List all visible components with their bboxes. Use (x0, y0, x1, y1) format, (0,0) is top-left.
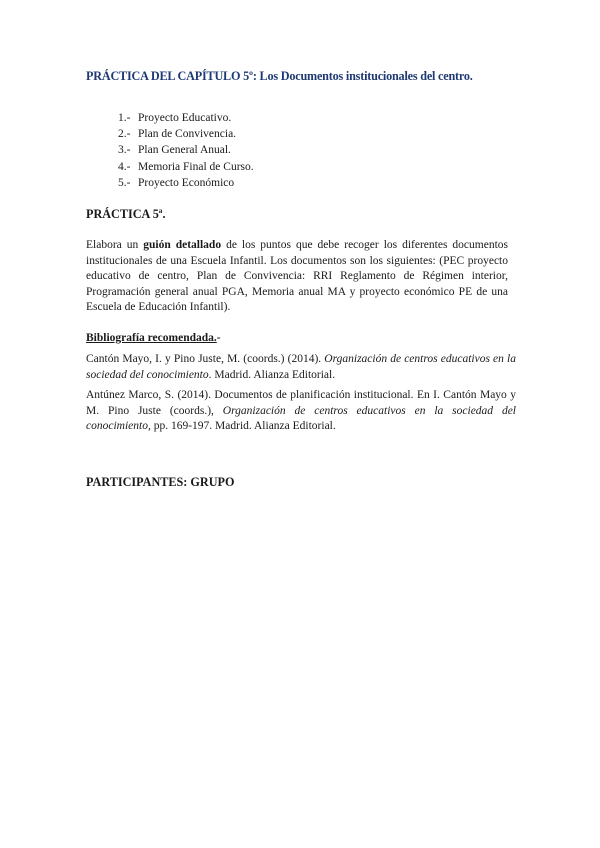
list-item-number: 2.- (118, 128, 131, 141)
instructions-post: de los puntos que debe recoger los diferentes documentos institucionales de una Escuela Infantil. Los documentos son los siguientes: (PEC proyecto educativo de centro, Plan de Convivencia: RRI Reglamento de Régimen interior, Programación general anual PGA, Memoria anual MA y proyecto económico PE de una Escuela de Educación Infantil). (86, 239, 508, 314)
instructions-pre: Elabora un (86, 239, 144, 251)
bib-title: Organización de centros educativos en la sociedad del conocimiento (86, 353, 516, 381)
list-item-number: 5.- (118, 176, 131, 189)
bib-authors: Antúnez Marco, S. (2014). Documentos de planificación institucional. En I. Cantón Mayo y M. Pino Juste (coords.), (86, 389, 516, 417)
list-item (118, 126, 254, 142)
list-item-label: Plan de Convivencia. (138, 128, 237, 141)
documents-list (118, 110, 254, 191)
bibliography-heading-text: Bibliografía recomendada. (86, 332, 217, 344)
instructions-paragraph (86, 238, 508, 316)
page-title: PRÁCTICA DEL CAPÍTULO 5º: Los Documentos institucionales del centro. (86, 69, 473, 83)
list-item-label: Plan General Anual. (138, 144, 231, 157)
list-item (118, 175, 254, 191)
practice-heading: PRÁCTICA 5ª. (86, 207, 166, 221)
list-item (118, 110, 254, 126)
bib-authors: Cantón Mayo, I. y Pino Juste, M. (coords.) (2014). (86, 353, 325, 365)
list-item (118, 142, 254, 158)
participants-heading: PARTICIPANTES: GRUPO (86, 475, 235, 489)
list-item-label: Proyecto Económico (138, 176, 235, 189)
list-item-number: 4.- (118, 160, 131, 173)
bibliography-entry (86, 352, 516, 383)
bibliography-heading (86, 332, 221, 344)
list-item-label: Proyecto Educativo. (138, 112, 232, 124)
bib-rest: , pp. 169-197. Madrid. Alianza Editorial. (147, 420, 336, 433)
list-item-number: 1.- (118, 112, 131, 124)
bib-title: Organización de centros educativos en la sociedad del conocimiento (86, 404, 516, 433)
bib-rest: . Madrid. Alianza Editorial. (208, 368, 336, 381)
instructions-bold: guión detallado (143, 239, 222, 251)
list-item-number: 3.- (118, 144, 131, 157)
list-item-label: Memoria Final de Curso. (138, 160, 254, 173)
bibliography-heading-suffix: - (216, 332, 221, 344)
list-item (118, 159, 254, 175)
bibliography-entry (86, 388, 516, 435)
